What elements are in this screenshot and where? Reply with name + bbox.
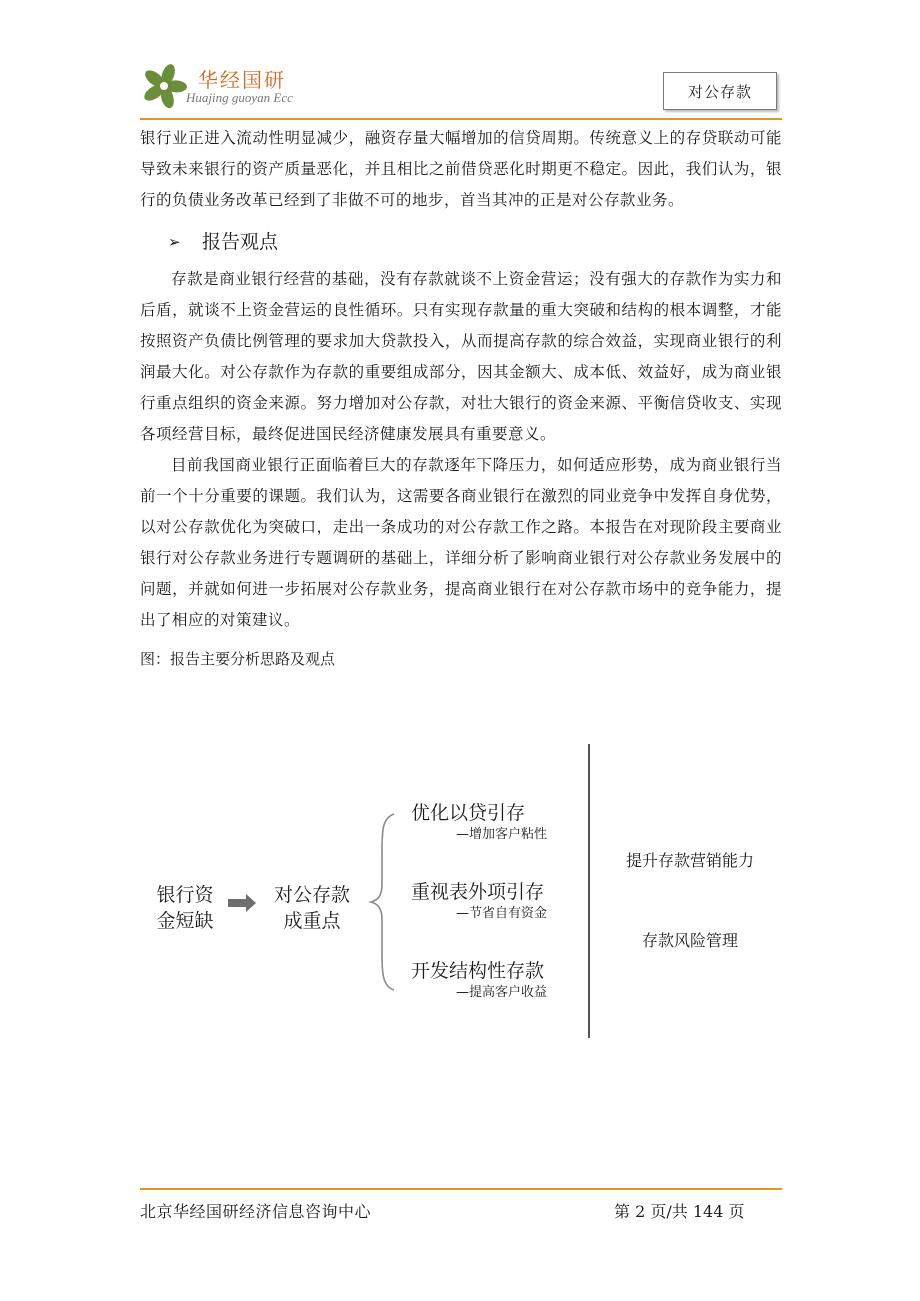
intro-paragraph: 银行业正进入流动性明显减少，融资存量大幅增加的信贷周期。传统意义上的存贷联动可能导致未来银行的资产质量恶化，并且相比之前借贷恶化时期更不稳定。因此，我们认为，银行的负债业务改革已经到了非做不可的地步，首当其冲的正是对公存款业务。: [140, 129, 782, 209]
branch-2-title: 重视表外项引存: [411, 881, 545, 903]
diagram-mid-box: [264, 882, 360, 934]
company-logo: [140, 58, 310, 114]
page-number: 第 2 页/共 144 页: [614, 1202, 745, 1221]
figure-caption: 图：报告主要分析思路及观点: [140, 650, 336, 668]
right-item-1: 提升存款营销能力: [626, 851, 755, 870]
section-tag: 对公存款: [663, 72, 777, 110]
branch-1-title: 优化以贷引存: [411, 802, 526, 824]
analysis-diagram: [140, 742, 782, 1042]
branch-3-title: 开发结构性存款: [411, 960, 545, 982]
branch-3-sub: —提高客户收益: [456, 985, 548, 1000]
curly-brace-icon: [368, 812, 398, 992]
right-arrow-icon: [228, 894, 258, 912]
section-heading-text: 报告观点: [202, 231, 279, 253]
main-content: [140, 123, 782, 672]
diagram-left-line-1: 银行资: [156, 884, 214, 906]
footer-rule: [140, 1188, 782, 1190]
diagram-mid-line-2: 成重点: [283, 910, 341, 932]
body-paragraph-1: 存款是商业银行经营的基础，没有存款就谈不上资金营运；没有强大的存款作为实力和后盾，就谈不上资金营运的良性循环。只有实现存款量的重大突破和结构的根本调整，才能按照资产负债比例管理的要求加大贷款投入，从而提高存款的综合效益，实现商业银行的利润最大化。对公存款作为存款的重要组成部分，因其金额大、成本低、效益好，成为商业银行重点组织的资金来源。努力增加对公存款，对壮大银行的资金来源、平衡信贷收支、实现各项经营目标，最终促进国民经济健康发展具有重要意义。: [140, 270, 782, 443]
diagram-left-box: [150, 882, 220, 934]
logo-name-en: Huajing guoyan Ecc: [186, 90, 293, 105]
arrow-bullet-icon: ➢: [168, 233, 181, 251]
footer-org: 北京华经国研经济信息咨询中心: [140, 1202, 372, 1221]
logo-name-cn: 华经国研: [198, 68, 286, 92]
branch-2-sub: —节省自有资金: [456, 906, 548, 921]
vertical-divider: [588, 744, 590, 1038]
diagram-mid-line-1: 对公存款: [273, 884, 350, 906]
header-rule: [140, 118, 782, 120]
pinwheel-leaf-logo-icon: [140, 62, 188, 110]
branch-1-sub: —增加客户粘性: [456, 827, 548, 842]
section-heading: [168, 224, 782, 260]
right-item-2: 存款风险管理: [642, 931, 739, 950]
diagram-left-line-2: 金短缺: [156, 910, 214, 932]
body-paragraph-2: 目前我国商业银行正面临着巨大的存款逐年下降压力，如何适应形势，成为商业银行当前一个十分重要的课题。我们认为，这需要各商业银行在激烈的同业竞争中发挥自身优势，以对公存款优化为突破口，走出一条成功的对公存款工作之路。本报告在对现阶段主要商业银行对公存款业务进行专题调研的基础上，详细分析了影响商业银行对公存款业务发展中的问题，并就如何进一步拓展对公存款业务，提高商业银行在对公存款市场中的竞争能力，提出了相应的对策建议。: [140, 456, 782, 629]
